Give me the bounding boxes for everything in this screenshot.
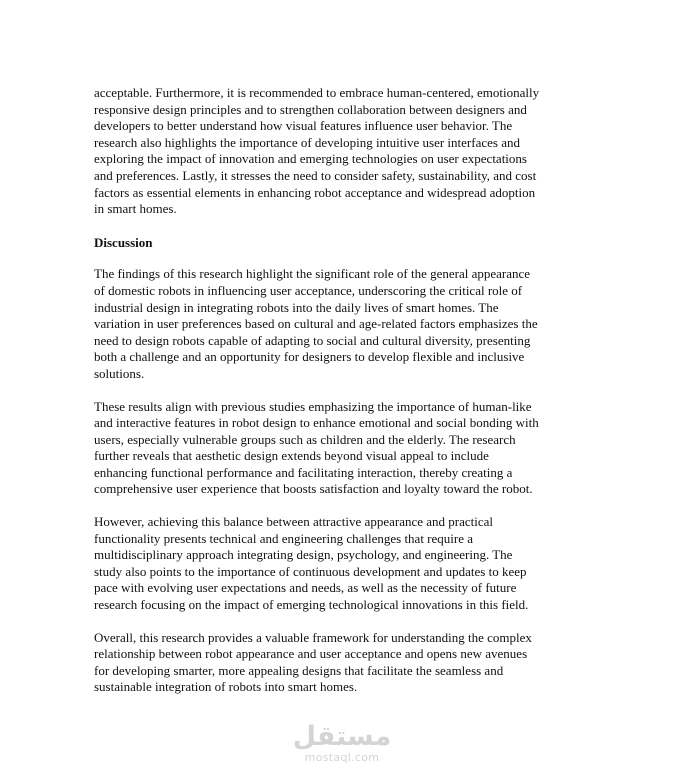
text-line: of domestic robots in influencing user acceptance, underscoring the critical role of	[94, 282, 523, 298]
text-line: However, achieving this balance between attractive appearance and practical	[94, 514, 494, 530]
discussion-paragraph-3	[94, 514, 594, 614]
section-heading: Discussion	[94, 234, 153, 250]
text-line: acceptable. Furthermore, it is recommended to embrace human-centered, emotionally	[94, 85, 540, 100]
text-line: users, especially vulnerable groups such as children and the elderly. The research	[94, 431, 516, 447]
discussion-paragraph-4	[94, 630, 594, 696]
text-line: developers to better understand how visual features influence user behavior. The	[94, 118, 513, 134]
text-line: further reveals that aesthetic design extends beyond visual appeal to include	[94, 448, 489, 464]
text-line: and interactive features in robot design to enhance emotional and social bonding with	[94, 415, 539, 431]
discussion-paragraph-1	[94, 266, 594, 382]
text-line: factors as essential elements in enhancing robot acceptance and widespread adoption	[94, 184, 536, 200]
intro-paragraph	[94, 85, 594, 218]
text-line: comprehensive user experience that boosts satisfaction and loyalty toward the robot.	[94, 481, 533, 497]
text-line: study also points to the importance of continuous development and updates to keep	[94, 563, 527, 579]
text-line: solutions.	[94, 365, 145, 381]
text-line: Overall, this research provides a valuable framework for understanding the complex	[94, 629, 532, 645]
text-line: enhancing functional performance and facilitating interaction, thereby creating a	[94, 464, 513, 480]
text-line: need to design robots capable of adapting to social and cultural diversity, presenting	[94, 332, 531, 348]
document-page	[94, 85, 594, 696]
text-line: exploring the impact of innovation and emerging technologies on user expectations	[94, 151, 527, 167]
text-line: responsive design principles and to strengthen collaboration between designers and	[94, 101, 527, 117]
watermark-domain-text: mostaql.com	[304, 751, 380, 764]
watermark-arabic-text: مستقل	[292, 721, 392, 752]
text-line: functionality presents technical and engineering challenges that require a	[94, 530, 474, 546]
text-line: research also highlights the importance of developing intuitive user interfaces and	[94, 134, 520, 150]
text-line: relationship between robot appearance and user acceptance and opens new avenues	[94, 646, 528, 662]
discussion-paragraph-2	[94, 399, 594, 499]
text-line: pace with evolving user expectations and needs, as well as the necessity of future	[94, 580, 517, 596]
text-line: The findings of this research highlight the significant role of the general appearance	[94, 266, 531, 282]
text-line: industrial design in integrating robots into the daily lives of smart homes. The	[94, 299, 499, 315]
text-line: research focusing on the impact of emerging technological innovations in this field.	[94, 597, 529, 613]
text-line: multidisciplinary approach integrating design, psychology, and engineering. The	[94, 547, 513, 563]
text-line: variation in user preferences based on cultural and age-related factors emphasizes the	[94, 316, 538, 332]
text-line: These results align with previous studies emphasizing the importance of human-like	[94, 398, 532, 414]
text-line: for developing smarter, more appealing designs that facilitate the seamless and	[94, 662, 504, 678]
text-line: in smart homes.	[94, 201, 177, 217]
text-line: sustainable integration of robots into smart homes.	[94, 679, 358, 695]
mostaql-watermark-logo	[292, 722, 392, 764]
text-line: both a challenge and an opportunity for designers to develop flexible and inclusive	[94, 349, 525, 365]
text-line: and preferences. Lastly, it stresses the need to consider safety, sustainability, and cost	[94, 167, 537, 183]
